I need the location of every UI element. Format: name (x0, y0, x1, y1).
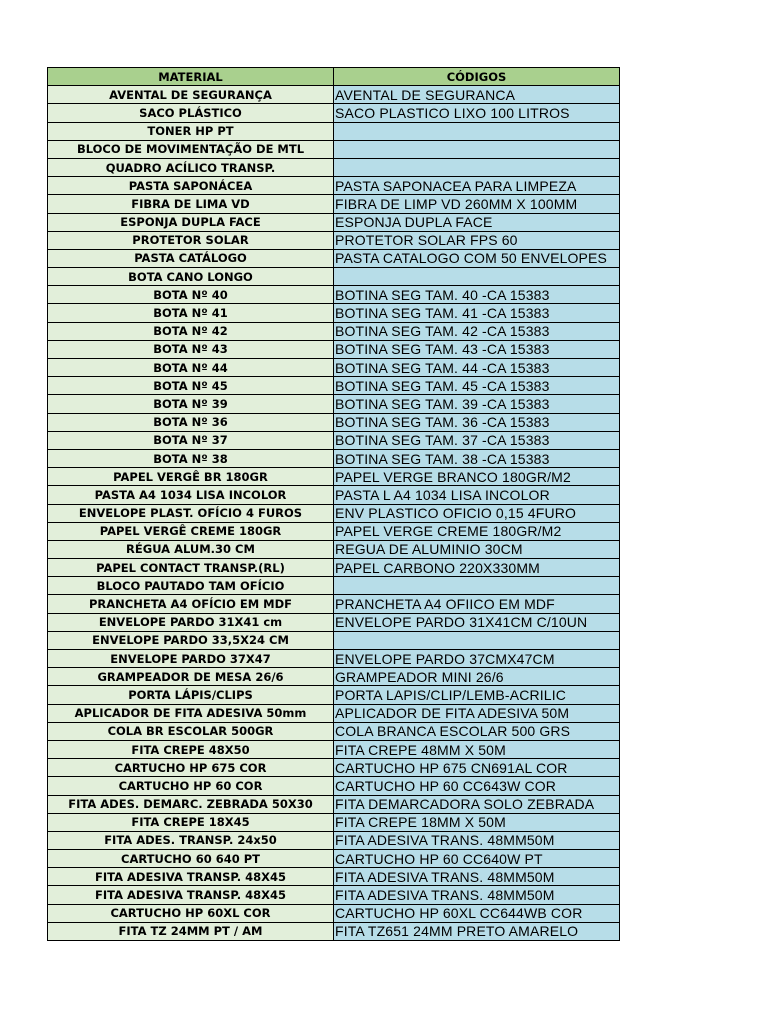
codigo-cell[interactable]: REGUA DE ALUMINIO 30CM (334, 540, 620, 558)
table-row (48, 468, 620, 486)
table-row (48, 304, 620, 322)
codigo-cell[interactable]: CARTUCHO HP 60 CC640W PT (334, 850, 620, 868)
material-cell[interactable]: PASTA CATÁLOGO (48, 249, 334, 267)
codigo-cell[interactable]: FIBRA DE LIMP VD 260MM X 100MM (334, 195, 620, 213)
codigo-cell[interactable]: PAPEL VERGE BRANCO 180GR/M2 (334, 468, 620, 486)
material-cell[interactable]: CARTUCHO HP 675 COR (48, 759, 334, 777)
material-cell[interactable]: FITA CREPE 48X50 (48, 740, 334, 758)
codigo-cell[interactable] (334, 158, 620, 176)
codigo-cell[interactable]: COLA BRANCA ESCOLAR 500 GRS (334, 722, 620, 740)
table-row (48, 140, 620, 158)
material-cell[interactable]: BOTA Nº 45 (48, 377, 334, 395)
material-cell[interactable]: PAPEL CONTACT TRANSP.(RL) (48, 559, 334, 577)
table-row (48, 668, 620, 686)
table-row (48, 777, 620, 795)
table-row (48, 904, 620, 922)
codigo-cell[interactable]: SACO PLASTICO LIXO 100 LITROS (334, 104, 620, 122)
material-cell[interactable]: FIBRA DE LIMA VD (48, 195, 334, 213)
codigo-cell[interactable]: APLICADOR DE FITA ADESIVA 50M (334, 704, 620, 722)
codigo-cell[interactable]: BOTINA SEG TAM. 45 -CA 15383 (334, 377, 620, 395)
table-row (48, 686, 620, 704)
table-row (48, 577, 620, 595)
material-cell[interactable]: ENVELOPE PARDO 31X41 cm (48, 613, 334, 631)
material-cell[interactable]: GRAMPEADOR DE MESA 26/6 (48, 668, 334, 686)
table-row (48, 268, 620, 286)
codigo-cell[interactable] (334, 122, 620, 140)
codigo-cell[interactable]: BOTINA SEG TAM. 38 -CA 15383 (334, 449, 620, 467)
codigo-cell[interactable]: FITA ADESIVA TRANS. 48MM50M (334, 831, 620, 849)
codigo-cell[interactable]: FITA ADESIVA TRANS. 48MM50M (334, 886, 620, 904)
table-row (48, 286, 620, 304)
material-cell[interactable]: BOTA CANO LONGO (48, 268, 334, 286)
material-cell[interactable]: FITA ADES. DEMARC. ZEBRADA 50X30 (48, 795, 334, 813)
codigo-cell[interactable] (334, 268, 620, 286)
material-cell[interactable]: RÉGUA ALUM.30 CM (48, 540, 334, 558)
material-cell[interactable]: CARTUCHO HP 60XL COR (48, 904, 334, 922)
codigo-cell[interactable]: ENVELOPE PARDO 31X41CM C/10UN (334, 613, 620, 631)
header-row (48, 68, 620, 86)
table-row (48, 486, 620, 504)
material-cell[interactable]: PAPEL VERGÊ CREME 180GR (48, 522, 334, 540)
table-row (48, 249, 620, 267)
table-row (48, 359, 620, 377)
table-row (48, 740, 620, 758)
codigo-cell[interactable]: FITA TZ651 24MM PRETO AMARELO (334, 922, 620, 940)
table-row (48, 231, 620, 249)
material-cell[interactable]: PROTETOR SOLAR (48, 231, 334, 249)
table-body (48, 86, 620, 941)
material-cell[interactable]: BOTA Nº 43 (48, 340, 334, 358)
codigo-cell[interactable] (334, 577, 620, 595)
material-cell[interactable]: BOTA Nº 44 (48, 359, 334, 377)
table-row (48, 650, 620, 668)
table-row (48, 213, 620, 231)
table-row (48, 431, 620, 449)
table-row (48, 850, 620, 868)
material-cell[interactable]: ENVELOPE PARDO 33,5X24 CM (48, 631, 334, 649)
table-row (48, 449, 620, 467)
material-cell[interactable]: CARTUCHO 60 640 PT (48, 850, 334, 868)
codigo-cell[interactable]: CARTUCHO HP 60 CC643W COR (334, 777, 620, 795)
codigo-cell[interactable]: FITA CREPE 48MM X 50M (334, 740, 620, 758)
codigo-cell[interactable]: BOTINA SEG TAM. 40 -CA 15383 (334, 286, 620, 304)
material-cell[interactable]: PASTA SAPONÁCEA (48, 177, 334, 195)
material-cell[interactable]: ESPONJA DUPLA FACE (48, 213, 334, 231)
table-row (48, 177, 620, 195)
table-row (48, 322, 620, 340)
codigo-cell[interactable]: FITA ADESIVA TRANS. 48MM50M (334, 868, 620, 886)
codigo-cell[interactable]: PAPEL VERGE CREME 180GR/M2 (334, 522, 620, 540)
table-row (48, 377, 620, 395)
codigo-cell[interactable]: PROTETOR SOLAR FPS 60 (334, 231, 620, 249)
table-row (48, 522, 620, 540)
codigo-cell[interactable]: BOTINA SEG TAM. 41 -CA 15383 (334, 304, 620, 322)
codigo-cell[interactable]: PAPEL CARBONO 220X330MM (334, 559, 620, 577)
material-cell[interactable]: ENVELOPE PARDO 37X47 (48, 650, 334, 668)
material-cell[interactable]: CARTUCHO HP 60 COR (48, 777, 334, 795)
material-cell[interactable]: FITA CREPE 18X45 (48, 813, 334, 831)
codigo-cell[interactable]: BOTINA SEG TAM. 43 -CA 15383 (334, 340, 620, 358)
table-row (48, 831, 620, 849)
table-row (48, 104, 620, 122)
table-row (48, 86, 620, 104)
codigo-cell[interactable]: PRANCHETA A4 OFIICO EM MDF (334, 595, 620, 613)
material-cell[interactable]: BLOCO PAUTADO TAM OFÍCIO (48, 577, 334, 595)
table-row (48, 704, 620, 722)
codigo-cell[interactable]: GRAMPEADOR MINI 26/6 (334, 668, 620, 686)
table-row (48, 340, 620, 358)
table-row (48, 759, 620, 777)
codigo-cell[interactable]: PORTA LAPIS/CLIP/LEMB-ACRILIC (334, 686, 620, 704)
material-cell[interactable]: BOTA Nº 42 (48, 322, 334, 340)
codigo-cell[interactable]: BOTINA SEG TAM. 39 -CA 15383 (334, 395, 620, 413)
table-row (48, 195, 620, 213)
codigo-cell[interactable]: PASTA SAPONACEA PARA LIMPEZA (334, 177, 620, 195)
material-cell[interactable]: BLOCO DE MOVIMENTAÇÃO DE MTL (48, 140, 334, 158)
table-row (48, 886, 620, 904)
material-cell[interactable]: BOTA Nº 37 (48, 431, 334, 449)
codigo-cell[interactable]: CARTUCHO HP 675 CN691AL COR (334, 759, 620, 777)
material-cell[interactable]: PAPEL VERGÊ BR 180GR (48, 468, 334, 486)
table-row (48, 795, 620, 813)
spreadsheet (47, 67, 619, 941)
codigo-cell[interactable]: AVENTAL DE SEGURANCA (334, 86, 620, 104)
material-cell[interactable]: QUADRO ACÍLICO TRANSP. (48, 158, 334, 176)
material-cell[interactable]: ENVELOPE PLAST. OFÍCIO 4 FUROS (48, 504, 334, 522)
codigo-cell[interactable]: ENV PLASTICO OFICIO 0,15 4FURO (334, 504, 620, 522)
material-cell[interactable]: COLA BR ESCOLAR 500GR (48, 722, 334, 740)
material-cell[interactable]: BOTA Nº 39 (48, 395, 334, 413)
table-row (48, 395, 620, 413)
materials-table (47, 67, 620, 941)
material-cell[interactable]: PASTA A4 1034 LISA INCOLOR (48, 486, 334, 504)
codigo-cell[interactable] (334, 140, 620, 158)
codigo-cell[interactable]: CARTUCHO HP 60XL CC644WB COR (334, 904, 620, 922)
table-row (48, 595, 620, 613)
material-cell[interactable]: FITA TZ 24MM PT / AM (48, 922, 334, 940)
codigo-cell[interactable]: BOTINA SEG TAM. 37 -CA 15383 (334, 431, 620, 449)
codigo-cell[interactable]: ENVELOPE PARDO 37CMX47CM (334, 650, 620, 668)
codigo-cell[interactable]: ESPONJA DUPLA FACE (334, 213, 620, 231)
table-row (48, 413, 620, 431)
material-cell[interactable]: FITA ADES. TRANSP. 24x50 (48, 831, 334, 849)
codigo-cell[interactable]: BOTINA SEG TAM. 36 -CA 15383 (334, 413, 620, 431)
table-row (48, 631, 620, 649)
table-row (48, 158, 620, 176)
table-row (48, 722, 620, 740)
material-cell[interactable]: PRANCHETA A4 OFÍCIO EM MDF (48, 595, 334, 613)
material-cell[interactable]: BOTA Nº 41 (48, 304, 334, 322)
material-cell[interactable]: APLICADOR DE FITA ADESIVA 50mm (48, 704, 334, 722)
table-row (48, 122, 620, 140)
table-row (48, 922, 620, 940)
header-material[interactable]: MATERIAL (48, 68, 334, 86)
material-cell[interactable]: BOTA Nº 38 (48, 449, 334, 467)
table-row (48, 613, 620, 631)
material-cell[interactable]: PORTA LÁPIS/CLIPS (48, 686, 334, 704)
codigo-cell[interactable]: BOTINA SEG TAM. 42 -CA 15383 (334, 322, 620, 340)
table-row (48, 868, 620, 886)
codigo-cell[interactable]: FITA CREPE 18MM X 50M (334, 813, 620, 831)
header-codigos[interactable]: CÓDIGOS (334, 68, 620, 86)
material-cell[interactable]: TONER HP PT (48, 122, 334, 140)
material-cell[interactable]: FITA ADESIVA TRANSP. 48X45 (48, 886, 334, 904)
table-row (48, 559, 620, 577)
codigo-cell[interactable]: FITA DEMARCADORA SOLO ZEBRADA (334, 795, 620, 813)
material-cell[interactable]: FITA ADESIVA TRANSP. 48X45 (48, 868, 334, 886)
table-row (48, 540, 620, 558)
table-row (48, 504, 620, 522)
codigo-cell[interactable]: BOTINA SEG TAM. 44 -CA 15383 (334, 359, 620, 377)
material-cell[interactable]: BOTA Nº 36 (48, 413, 334, 431)
codigo-cell[interactable] (334, 631, 620, 649)
codigo-cell[interactable]: PASTA CATALOGO COM 50 ENVELOPES (334, 249, 620, 267)
material-cell[interactable]: AVENTAL DE SEGURANÇA (48, 86, 334, 104)
material-cell[interactable]: SACO PLÁSTICO (48, 104, 334, 122)
codigo-cell[interactable]: PASTA L A4 1034 LISA INCOLOR (334, 486, 620, 504)
table-row (48, 813, 620, 831)
material-cell[interactable]: BOTA Nº 40 (48, 286, 334, 304)
